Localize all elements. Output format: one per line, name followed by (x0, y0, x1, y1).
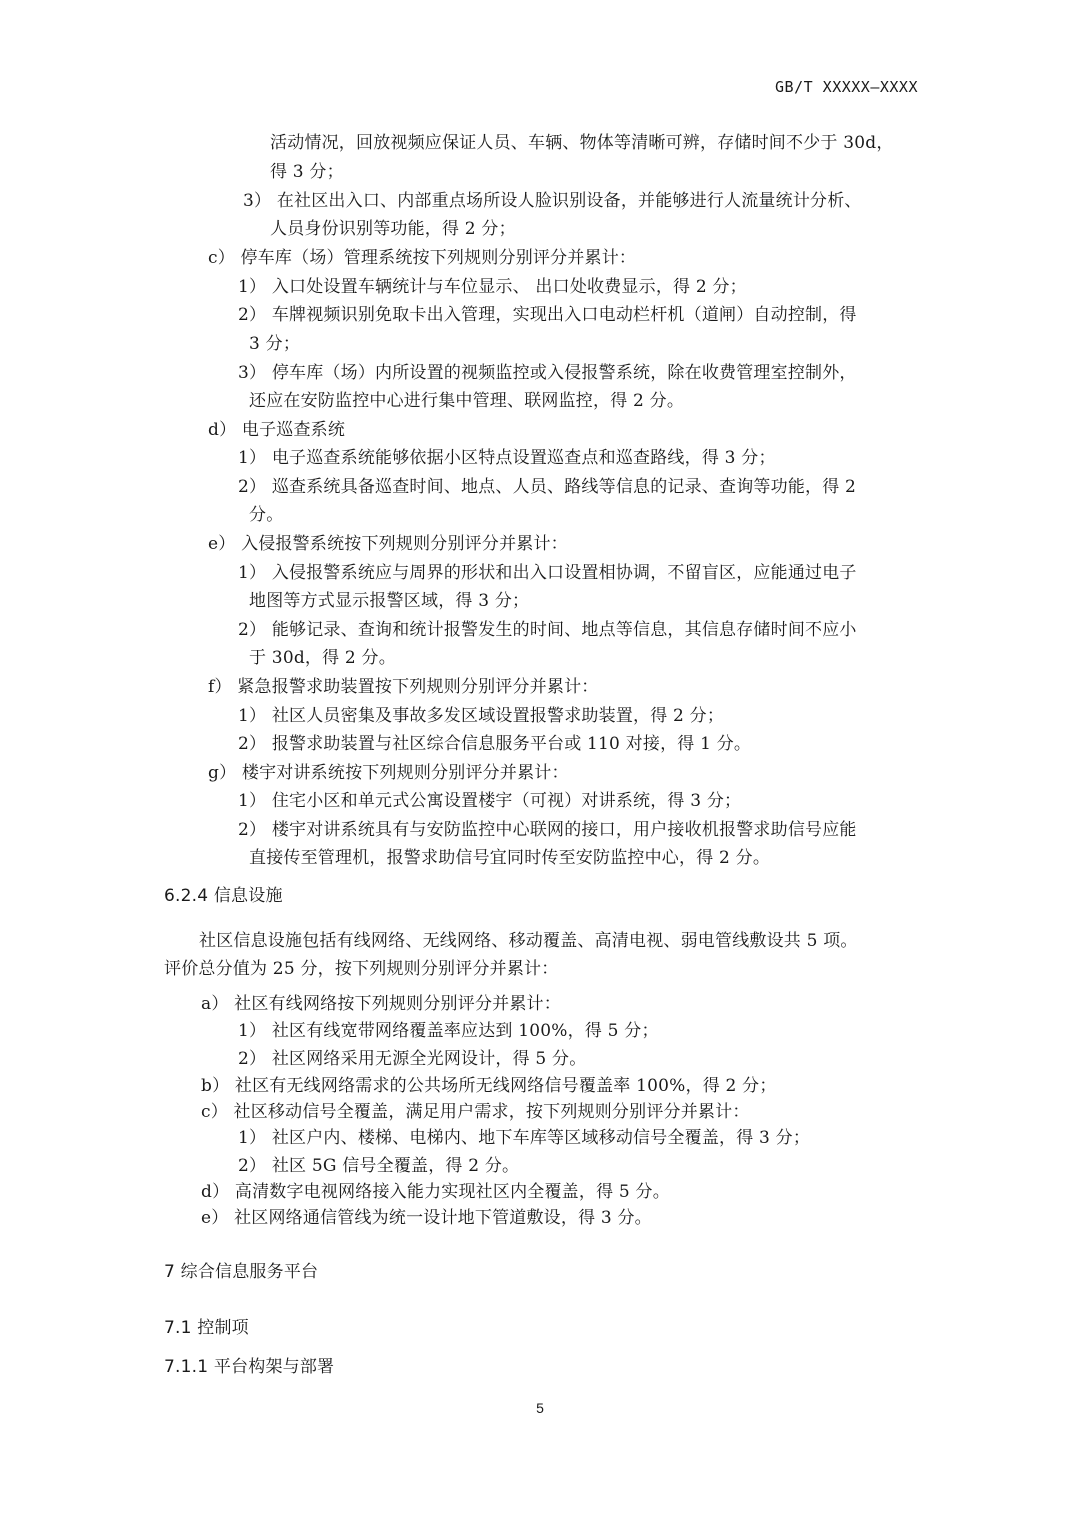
text-line: 活动情况，回放视频应保证人员、车辆、物体等清晰可辨，存储时间不少于 30d， (270, 133, 894, 153)
list-item: c） 停车库（场）管理系统按下列规则分别评分并累计： (208, 248, 637, 268)
list-item: d） 高清数字电视网络接入能力实现社区内全覆盖，得 5 分。 (201, 1182, 670, 1202)
list-item: 1） 住宅小区和单元式公寓设置楼宇（可视）对讲系统，得 3 分； (238, 791, 742, 811)
section-heading-7: 7 综合信息服务平台 (164, 1262, 319, 1282)
list-item: 2） 社区 5G 信号全覆盖，得 2 分。 (238, 1156, 520, 1176)
list-item: e） 入侵报警系统按下列规则分别评分并累计： (208, 534, 568, 554)
list-item: 2） 巡查系统具备巡查时间、地点、人员、路线等信息的记录、查询等功能，得 2 (238, 477, 857, 497)
list-item: 2） 车牌视频识别免取卡出入管理，实现出入口电动栏杆机（道闸）自动控制，得 (238, 305, 857, 325)
section-heading-6-2-4: 6.2.4 信息设施 (164, 886, 283, 906)
section-heading-7-1: 7.1 控制项 (164, 1318, 249, 1338)
list-item: d） 电子巡查系统 (208, 420, 346, 440)
list-item: b） 社区有无线网络需求的公共场所无线网络信号覆盖率 100%，得 2 分； (201, 1076, 777, 1096)
paragraph-line: 评价总分值为 25 分，按下列规则分别评分并累计： (164, 959, 559, 979)
list-item: 1） 社区有线宽带网络覆盖率应达到 100%，得 5 分； (238, 1021, 659, 1041)
list-item: 1） 社区人员密集及事故多发区域设置报警求助装置，得 2 分； (238, 706, 725, 726)
list-item: 2） 能够记录、查询和统计报警发生的时间、地点等信息，其信息存储时间不应小 (238, 620, 857, 640)
list-item: f） 紧急报警求助装置按下列规则分别评分并累计： (208, 677, 599, 697)
list-item: g） 楼宇对讲系统按下列规则分别评分并累计： (208, 763, 569, 783)
text-line: 直接传至管理机，报警求助信号宜同时传至安防监控中心，得 2 分。 (249, 848, 771, 868)
text-line: 于 30d，得 2 分。 (249, 648, 396, 668)
list-item: 2） 社区网络采用无源全光网设计，得 5 分。 (238, 1049, 587, 1069)
text-line: 人员身份识别等功能，得 2 分； (270, 219, 516, 239)
text-line: 分。 (249, 505, 284, 525)
text-line: 3 分； (249, 334, 301, 354)
list-item: 1） 入侵报警系统应与周界的形状和出入口设置相协调，不留盲区，应能通过电子 (238, 563, 857, 583)
text-line: 还应在安防监控中心进行集中管理、联网监控，得 2 分。 (249, 391, 685, 411)
section-heading-7-1-1: 7.1.1 平台构架与部署 (164, 1357, 335, 1377)
list-item: 1） 电子巡查系统能够依据小区特点设置巡查点和巡查路线，得 3 分； (238, 448, 776, 468)
text-line: 地图等方式显示报警区域，得 3 分； (249, 591, 530, 611)
list-item: 3） 停车库（场）内所设置的视频监控或入侵报警系统，除在收费管理室控制外， (238, 363, 857, 383)
text-line: 得 3 分； (270, 162, 344, 182)
list-item: c） 社区移动信号全覆盖，满足用户需求，按下列规则分别评分并累计： (201, 1102, 750, 1122)
paragraph-line: 社区信息设施包括有线网络、无线网络、移动覆盖、高清电视、弱电管线敷设共 5 项。 (199, 931, 858, 951)
page-number: 5 (536, 1400, 544, 1416)
list-item: 2） 报警求助装置与社区综合信息服务平台或 110 对接，得 1 分。 (238, 734, 752, 754)
list-item: e） 社区网络通信管线为统一设计地下管道敷设，得 3 分。 (201, 1208, 652, 1228)
list-item: 1） 入口处设置车辆统计与车位显示、 出口处收费显示，得 2 分； (238, 277, 747, 297)
list-item: a） 社区有线网络按下列规则分别评分并累计： (201, 994, 561, 1014)
list-item: 1） 社区户内、楼梯、电梯内、地下车库等区域移动信号全覆盖，得 3 分； (238, 1128, 811, 1148)
text-line: 3） 在社区出入口、内部重点场所设人脸识别设备，并能够进行人流量统计分析、 (243, 191, 862, 211)
list-item: 2） 楼宇对讲系统具有与安防监控中心联网的接口，用户接收机报警求助信号应能 (238, 820, 857, 840)
standard-number: GB/T XXXXX—XXXX (775, 78, 918, 96)
